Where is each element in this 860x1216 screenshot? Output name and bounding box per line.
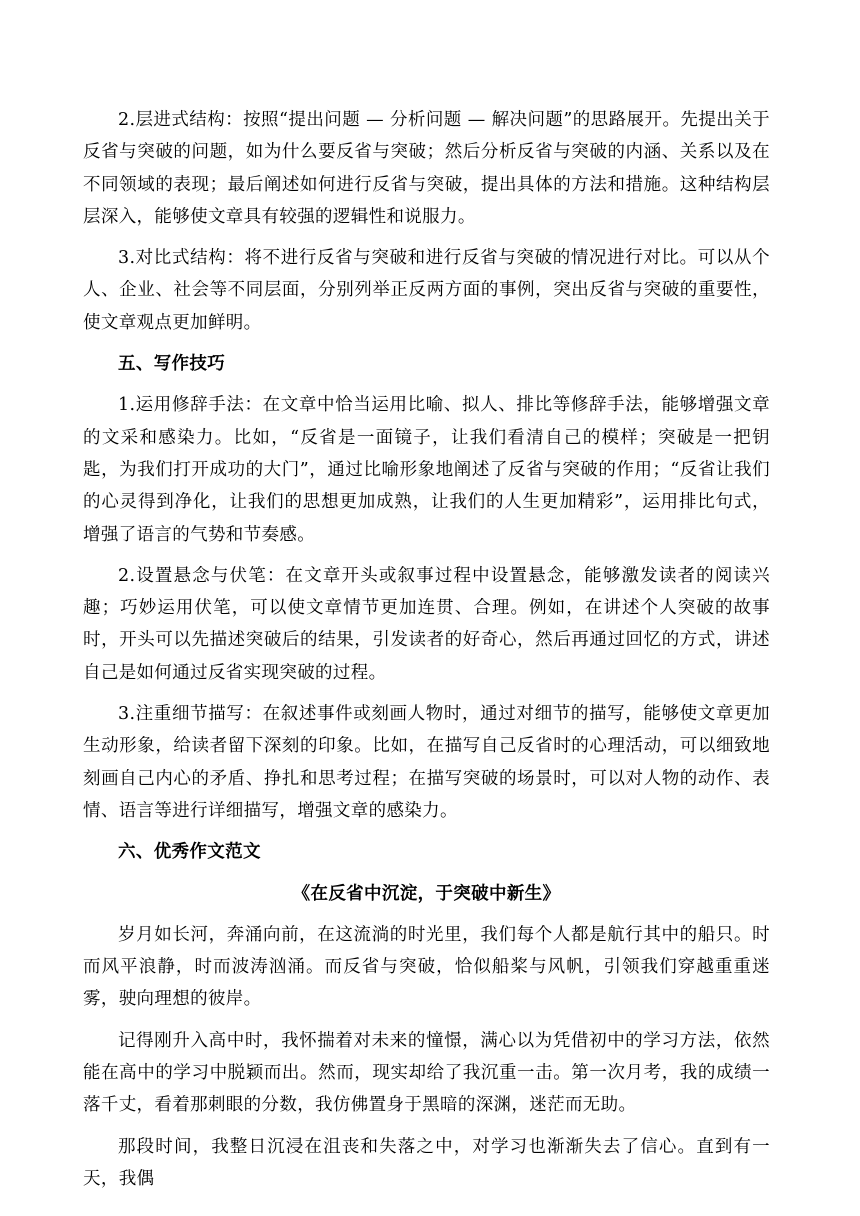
paragraph-suspense: 2.设置悬念与伏笔：在文章开头或叙事过程中设置悬念，能够激发读者的阅读兴趣；巧妙运用伏笔，可以使文章情节更加连贯、合理。例如，在讲述个人突破的故事时，开头可以先描述突破后的结果，引发读者的好奇心，然后再通过回忆的方式，讲述自己是如何通过反省实现突破的过程。 bbox=[83, 565, 770, 683]
essay-title: 《在反省中沉淀，于突破中新生》 bbox=[292, 883, 561, 904]
paragraph-rhetoric: 1.运用修辞手法：在文章中恰当运用比喻、拟人、排比等修辞手法，能够增强文章的文采和感染力。比如，“反省是一面镜子，让我们看清自己的模样；突破是一把钥匙，为我们打开成功的大门”，通过比喻形象地阐述了反省与突破的作用；“反省让我们的心灵得到净化，让我们的思想更加成熟，让我们的人生更加精彩”，运用排比句式，增强了语言的气势和节奏感。 bbox=[83, 395, 770, 545]
essay-paragraph-1: 岁月如长河，奔涌向前，在这流淌的时光里，我们每个人都是航行其中的船只。时而风平浪静，时而波涛汹涌。而反省与突破，恰似船桨与风帆，引领我们穿越重重迷雾，驶向理想的彼岸。 bbox=[83, 924, 770, 1010]
paragraph-contrast-structure: 3.对比式结构：将不进行反省与突破和进行反省与突破的情况进行对比。可以从个人、企业、社会等不同层面，分别列举正反两方面的事例，突出反省与突破的重要性，使文章观点更加鲜明。 bbox=[83, 248, 770, 333]
essay-paragraph-3: 那段时间，我整日沉浸在沮丧和失落之中，对学习也渐渐失去了信心。直到有一天，我偶 bbox=[83, 1136, 770, 1189]
document-body bbox=[83, 104, 770, 1204]
section-heading-sample-essay: 六、优秀作文范文 bbox=[118, 842, 261, 863]
section-heading-writing-techniques: 五、写作技巧 bbox=[118, 354, 226, 375]
paragraph-detail-description: 3.注重细节描写：在叙述事件或刻画人物时，通过对细节的描写，能够使文章更加生动形象，给读者留下深刻的印象。比如，在描写自己反省时的心理活动，可以细致地刻画自己内心的矛盾、挣扎和思考过程；在描写突破的场景时，可以对人物的动作、表情、语言等进行详细描写，增强文章的感染力。 bbox=[83, 704, 770, 821]
paragraph-progressive-structure: 2.层进式结构：按照“提出问题 — 分析问题 — 解决问题”的思路展开。先提出关于反省与突破的问题，如为什么要反省与突破；然后分析反省与突破的内涵、关系以及在不同领域的表现；最后阐述如何进行反省与突破，提出具体的方法和措施。这种结构层层深入，能够使文章具有较强的逻辑性和说服力。 bbox=[83, 110, 770, 227]
essay-paragraph-2: 记得刚升入高中时，我怀揣着对未来的憧憬，满心以为凭借初中的学习方法，依然能在高中的学习中脱颖而出。然而，现实却给了我沉重一击。第一次月考，我的成绩一落千丈，看着那刺眼的分数，我仿佛置身于黑暗的深渊，迷茫而无助。 bbox=[83, 1030, 770, 1116]
